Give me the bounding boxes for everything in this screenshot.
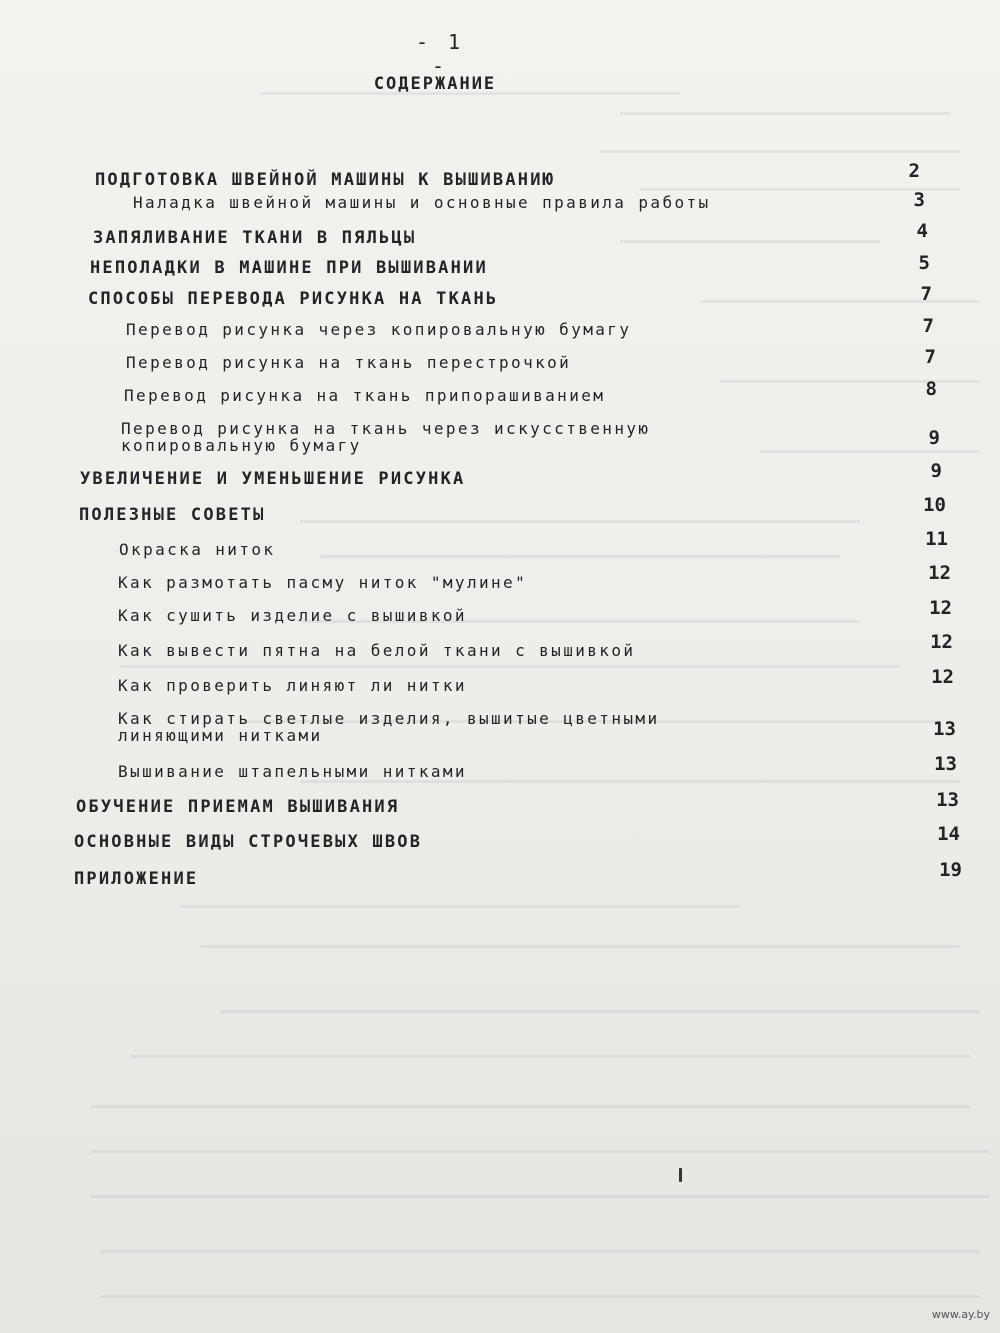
toc-entry-title: ОСНОВНЫЕ ВИДЫ СТРОЧЕВЫХ ШВОВ (74, 832, 423, 852)
toc-entry-page: 11 (925, 528, 948, 550)
toc-entry-page: 3 (913, 189, 925, 211)
toc-entry-page: 13 (933, 718, 956, 740)
toc-entry-title: Как сушить изделие с вышивкой (118, 606, 467, 625)
toc-entry-title: УВЕЛИЧЕНИЕ И УМЕНЬШЕНИЕ РИСУНКА (80, 469, 466, 489)
toc-entry-title: ПОДГОТОВКА ШВЕЙНОЙ МАШИНЫ К ВЫШИВАНИЮ (95, 170, 556, 190)
toc-entry-title: СПОСОБЫ ПЕРЕВОДА РИСУНКА НА ТКАНЬ (88, 289, 499, 309)
toc-entry-title: Вышивание штапельными нитками (118, 762, 467, 781)
toc-entry-title: Как вывести пятна на белой ткани с вышивкой (118, 641, 636, 660)
page-number: - 1 - (415, 30, 465, 78)
toc-entry-page: 12 (929, 597, 952, 619)
toc-entry-page: 7 (920, 283, 932, 305)
toc-entry-title: ПОЛЕЗНЫЕ СОВЕТЫ (79, 505, 266, 525)
toc-entry-page: 8 (925, 378, 937, 400)
toc-entry-title: Наладка швейной машины и основные правила работы (133, 193, 711, 212)
toc-entry-page: 12 (928, 562, 951, 584)
toc-entry-page: 7 (924, 346, 936, 368)
toc-entry-page: 5 (918, 252, 930, 274)
toc-entry-title: Перевод рисунка на ткань через искусственную копировальную бумагу (121, 419, 651, 455)
toc-entry-page: 13 (934, 753, 957, 775)
toc-entry-page: 9 (930, 460, 942, 482)
toc-entry-title: Как размотать пасму ниток "мулине" (118, 573, 528, 592)
page-title: СОДЕРЖАНИЕ (373, 74, 497, 94)
toc-entry-page: 2 (908, 160, 920, 182)
toc-entry-page: 13 (936, 789, 959, 811)
toc-entry-title: Как проверить линяют ли нитки (118, 676, 467, 695)
toc-entry-title: ПРИЛОЖЕНИЕ (74, 869, 199, 889)
toc-entry-title: Как стирать светлые изделия, вышитые цветными линяющими нитками (118, 709, 660, 745)
toc-entry-page: 4 (916, 220, 928, 242)
toc-entry-page: 7 (922, 315, 934, 337)
toc-entry-title: Перевод рисунка через копировальную бумагу (126, 320, 632, 339)
toc-entry-title: ЗАПЯЛИВАНИЕ ТКАНИ В ПЯЛЬЦЫ (93, 228, 417, 248)
ink-mark (679, 1168, 682, 1182)
toc-entry-page: 10 (923, 494, 946, 516)
toc-entry-page: 19 (939, 859, 962, 881)
watermark: www.ay.by (931, 1308, 990, 1321)
toc-entry-page: 9 (928, 427, 940, 449)
toc-entry-title: Перевод рисунка на ткань перестрочкой (126, 353, 572, 372)
toc-entry-title: НЕПОЛАДКИ В МАШИНЕ ПРИ ВЫШИВАНИИ (90, 258, 488, 278)
toc-entry-title: Окраска ниток (119, 540, 276, 559)
toc-entry-page: 12 (931, 666, 954, 688)
toc-entry-page: 14 (937, 823, 960, 845)
toc-entry-title: Перевод рисунка на ткань припорашиванием (124, 386, 606, 405)
toc-entry-page: 12 (930, 631, 953, 653)
toc-entry-title: ОБУЧЕНИЕ ПРИЕМАМ ВЫШИВАНИЯ (76, 797, 400, 817)
